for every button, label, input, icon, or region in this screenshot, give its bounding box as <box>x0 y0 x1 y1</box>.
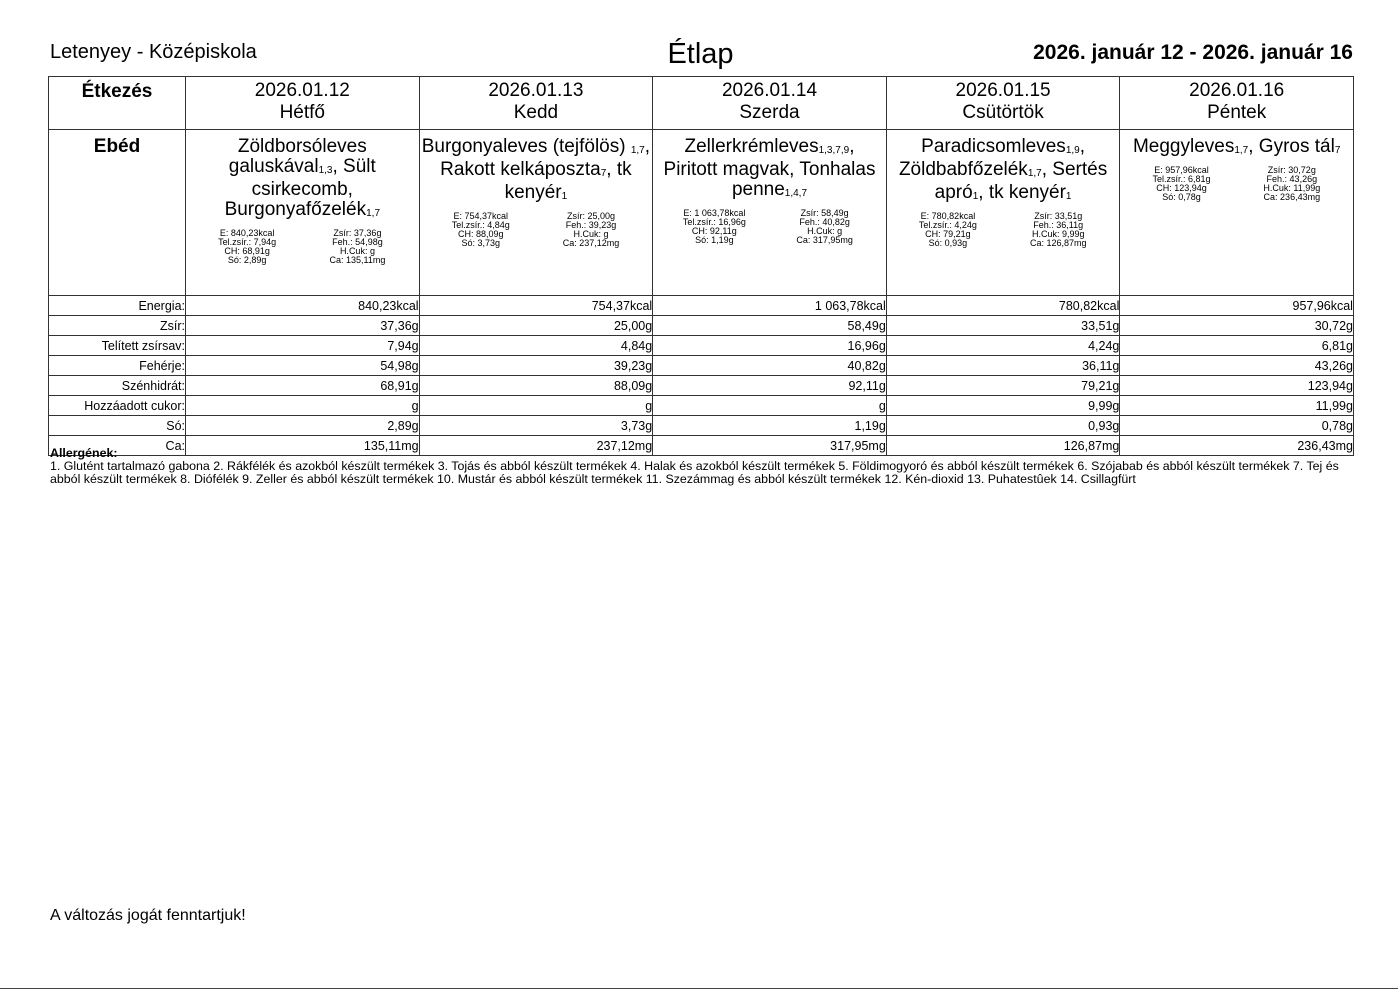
nutrition-summary-item: Zsír: 58,49g <box>800 208 849 218</box>
bottom-divider <box>0 988 1398 989</box>
meal-cell <box>886 130 1120 296</box>
nutrient-table-body <box>49 296 1354 456</box>
day-date: 2026.01.14 <box>721 80 818 101</box>
meal-cell <box>653 130 887 296</box>
nutrient-value: g <box>186 396 420 416</box>
nutrition-summary <box>887 212 1120 248</box>
allergen-codes: 1 <box>561 191 568 202</box>
nutrition-summary-item: Ca: 135,11mg <box>329 255 386 265</box>
allergen-codes: 1,7 <box>630 145 645 156</box>
nutrient-value: 6,81g <box>1120 336 1354 356</box>
nutrient-row <box>49 416 1354 436</box>
allergen-codes: 1,7 <box>1234 145 1249 156</box>
school-name: Letenyey - Középiskola <box>50 41 257 63</box>
nutrient-value: 37,36g <box>186 316 420 336</box>
nutrient-value: 43,26g <box>1120 356 1354 376</box>
nutrition-summary-item: E: 754,37kcal <box>453 211 509 221</box>
day-header <box>886 77 1120 130</box>
dish-text: , tk kenyér <box>504 159 632 203</box>
dish-text: , Rakott kelkáposzta <box>440 136 651 180</box>
header-row <box>49 77 1354 130</box>
nutrition-summary-item: CH: 92,11g <box>691 226 737 236</box>
nutrition-summary-item: Ca: 317,95mg <box>796 235 853 245</box>
nutrient-label: Szénhidrát: <box>49 376 186 396</box>
disclaimer-note: A változás jogát fenntartjuk! <box>50 907 246 924</box>
allergen-codes: 1 <box>972 191 979 202</box>
dish-name <box>887 130 1120 206</box>
menu-table <box>48 76 1354 456</box>
nutrient-label: Energia: <box>49 296 186 316</box>
nutrient-value: g <box>653 396 887 416</box>
nutrient-label: Ca: <box>49 436 186 456</box>
allergen-section <box>50 447 1350 486</box>
allergen-codes: 1,7 <box>366 208 381 219</box>
nutrition-summary-item: H.Cuk: g <box>807 226 843 236</box>
nutrition-summary-item: Zsír: 30,72g <box>1267 165 1316 175</box>
nutrition-summary-item: E: 957,96kcal <box>1154 165 1209 175</box>
page-header <box>48 38 1353 72</box>
day-date: 2026.01.16 <box>1189 80 1285 101</box>
nutrition-summary-item: E: 780,82kcal <box>920 211 976 221</box>
nutrient-value: 68,91g <box>186 376 420 396</box>
nutrition-summary-item: Zsír: 33,51g <box>1034 211 1083 221</box>
day-weekday: Szerda <box>739 102 800 123</box>
nutrient-row <box>49 396 1354 416</box>
nutrition-summary <box>420 212 653 248</box>
nutrition-summary-item: Ca: 126,87mg <box>1029 238 1087 248</box>
dish-text: , Piritott magvak, Tonhalas penne <box>663 136 876 200</box>
nutrition-summary-item: Tel.zsír.: 4,84g <box>451 220 510 230</box>
nutrient-value: 780,82kcal <box>886 296 1120 316</box>
nutrition-summary-item: CH: 68,91g <box>224 246 270 256</box>
dish-name <box>653 130 886 203</box>
nutrient-label: Zsír: <box>49 316 186 336</box>
nutrient-row <box>49 376 1354 396</box>
nutrient-value: 7,94g <box>186 336 420 356</box>
nutrient-value: 30,72g <box>1120 316 1354 336</box>
nutrient-value: 754,37kcal <box>419 296 653 316</box>
nutrition-summary-item: Feh.: 43,26g <box>1266 174 1318 184</box>
nutrition-summary <box>1120 166 1353 202</box>
meal-label: Ebéd <box>49 130 186 296</box>
allergen-codes: 1 <box>1065 191 1072 202</box>
nutrient-value: 88,09g <box>419 376 653 396</box>
dish-text: , Sült csirkecomb, Burgonyafőzelék <box>224 156 376 220</box>
nutrition-summary-item: Ca: 237,12mg <box>562 238 620 248</box>
nutrient-value: 0,93g <box>886 416 1120 436</box>
nutrition-summary-item: Feh.: 54,98g <box>332 237 383 247</box>
nutrition-summary-item: Só: 0,78g <box>1162 192 1201 202</box>
dish-text: Paradicsomleves <box>921 136 1066 157</box>
dish-text: Zöldborsóleves galuskával <box>228 136 367 177</box>
dish-text: , Sertés apró <box>934 159 1108 203</box>
day-date: 2026.01.13 <box>488 80 584 101</box>
nutrition-summary <box>653 209 886 245</box>
dish-text: , tk kenyér <box>978 182 1066 203</box>
allergen-codes: 1,3,7,9 <box>818 145 850 156</box>
nutrition-summary-item: CH: 123,94g <box>1156 183 1207 193</box>
nutrient-value: 40,82g <box>653 356 887 376</box>
nutrition-summary-item: CH: 79,21g <box>925 229 971 239</box>
nutrient-value: 3,73g <box>419 416 653 436</box>
day-date: 2026.01.12 <box>254 80 350 101</box>
allergen-codes: 1,3 <box>318 165 333 176</box>
nutrition-summary-item: E: 840,23kcal <box>219 228 275 238</box>
nutrient-value: 2,89g <box>186 416 420 436</box>
day-header <box>1120 77 1354 130</box>
nutrient-value: 236,43mg <box>1120 436 1354 456</box>
dish-name <box>420 130 653 206</box>
nutrition-summary-item: Ca: 236,43mg <box>1263 192 1321 202</box>
nutrient-value: 79,21g <box>886 376 1120 396</box>
nutrient-label: Telített zsírsav: <box>49 336 186 356</box>
allergen-codes: 7 <box>1334 145 1341 156</box>
nutrition-summary-item: Tel.zsír.: 16,96g <box>682 217 746 227</box>
nutrition-summary-item: H.Cuk: g <box>339 246 375 256</box>
dish-text: Burgonyaleves (tejfölös) <box>421 136 631 157</box>
day-header <box>653 77 887 130</box>
nutrient-value: 957,96kcal <box>1120 296 1354 316</box>
lunch-row <box>49 130 1354 296</box>
nutrition-summary-item: Feh.: 40,82g <box>799 217 850 227</box>
day-weekday: Hétfő <box>279 102 325 123</box>
nutrition-summary-item: CH: 88,09g <box>457 229 504 239</box>
nutrient-label: Só: <box>49 416 186 436</box>
nutrition-summary-item: Só: 2,89g <box>227 255 267 265</box>
nutrient-row <box>49 356 1354 376</box>
meal-cell <box>419 130 653 296</box>
day-header <box>419 77 653 130</box>
nutrient-value: 54,98g <box>186 356 420 376</box>
day-weekday: Kedd <box>513 102 559 123</box>
nutrient-value: 0,78g <box>1120 416 1354 436</box>
dish-text: Meggyleves <box>1132 136 1235 157</box>
nutrient-value: 123,94g <box>1120 376 1354 396</box>
nutrition-summary-item: Só: 1,19g <box>695 235 734 245</box>
dish-name <box>1120 130 1353 160</box>
nutrient-value: 58,49g <box>653 316 887 336</box>
nutrient-value: 16,96g <box>653 336 887 356</box>
dish-text: Zellerkrémleves <box>684 136 819 157</box>
nutrition-summary-item: Só: 3,73g <box>461 238 500 248</box>
day-date: 2026.01.15 <box>955 80 1051 101</box>
allergen-codes: 1,4,7 <box>784 188 808 199</box>
nutrient-value: 317,95mg <box>653 436 887 456</box>
nutrient-value: 840,23kcal <box>186 296 420 316</box>
nutrition-summary-item: Tel.zsír.: 7,94g <box>218 237 277 247</box>
nutrient-value: 126,87mg <box>886 436 1120 456</box>
nutrition-summary-item: Feh.: 36,11g <box>1033 220 1084 230</box>
nutrient-value: 33,51g <box>886 316 1120 336</box>
nutrient-value: 25,00g <box>419 316 653 336</box>
nutrition-summary-item: H.Cuk: g <box>573 229 609 239</box>
nutrient-value: g <box>419 396 653 416</box>
nutrient-value: 1 063,78kcal <box>653 296 887 316</box>
nutrient-value: 11,99g <box>1120 396 1354 416</box>
nutrient-value: 39,23g <box>419 356 653 376</box>
allergen-codes: 7 <box>600 168 607 179</box>
nutrient-value: 135,11mg <box>186 436 420 456</box>
day-header <box>186 77 420 130</box>
nutrient-row <box>49 296 1354 316</box>
meal-cell <box>186 130 420 296</box>
nutrient-value: 4,84g <box>419 336 653 356</box>
nutrient-value: 237,12mg <box>419 436 653 456</box>
dish-text: , Gyros tál <box>1248 136 1335 157</box>
nutrition-summary <box>186 229 419 265</box>
nutrition-summary-item: E: 1 063,78kcal <box>683 208 746 218</box>
nutrition-summary-item: Feh.: 39,23g <box>565 220 617 230</box>
meal-column-header: Étkezés <box>49 77 186 130</box>
nutrient-value: 1,19g <box>653 416 887 436</box>
nutrient-value: 9,99g <box>886 396 1120 416</box>
nutrient-value: 92,11g <box>653 376 887 396</box>
nutrition-summary-item: Só: 0,93g <box>928 238 968 248</box>
meal-cell <box>1120 130 1354 296</box>
nutrient-value: 4,24g <box>886 336 1120 356</box>
nutrition-summary-item: Tel.zsír.: 6,81g <box>1152 174 1211 184</box>
day-weekday: Péntek <box>1207 102 1267 123</box>
nutrition-summary-item: Zsír: 37,36g <box>333 228 382 238</box>
nutrition-summary-item: H.Cuk: 9,99g <box>1031 229 1085 239</box>
nutrient-row <box>49 336 1354 356</box>
allergen-list: 1. Glutént tartalmazó gabona 2. Rákfélék és azokból készült termékek 3. Tojás és abból készült termékek 4. Halak és azokból készült termékek 5. Földimogyoró és abból készült termékek 6. Szójabab és abból készült termékek 7. Tej és abból készült termékek 8. Diófélék 9. Zeller és abból készült termékek 10. Mustár és abból készült termékek 11. Szezámmag és abból készült termékek 12. Kén-dioxid 13. Puhatestûek 14. Csillagfürt <box>50 459 1339 486</box>
dish-name <box>186 130 419 223</box>
allergen-title: Allergének: <box>50 446 118 460</box>
dish-text: , Zöldbabfőzelék <box>898 136 1085 180</box>
nutrient-value: 36,11g <box>886 356 1120 376</box>
nutrient-row <box>49 316 1354 336</box>
nutrition-summary-item: H.Cuk: 11,99g <box>1263 183 1321 193</box>
nutrition-summary-item: Zsír: 25,00g <box>567 211 616 221</box>
nutrient-label: Hozzáadott cukor: <box>49 396 186 416</box>
allergen-codes: 1,9 <box>1065 145 1080 156</box>
nutrition-summary-item: Tel.zsír.: 4,24g <box>918 220 977 230</box>
date-range: 2026. január 12 - 2026. január 16 <box>1033 41 1353 64</box>
allergen-codes: 1,7 <box>1027 168 1042 179</box>
page-title: Étlap <box>667 38 734 70</box>
nutrient-label: Fehérje: <box>49 356 186 376</box>
day-weekday: Csütörtök <box>962 102 1044 123</box>
